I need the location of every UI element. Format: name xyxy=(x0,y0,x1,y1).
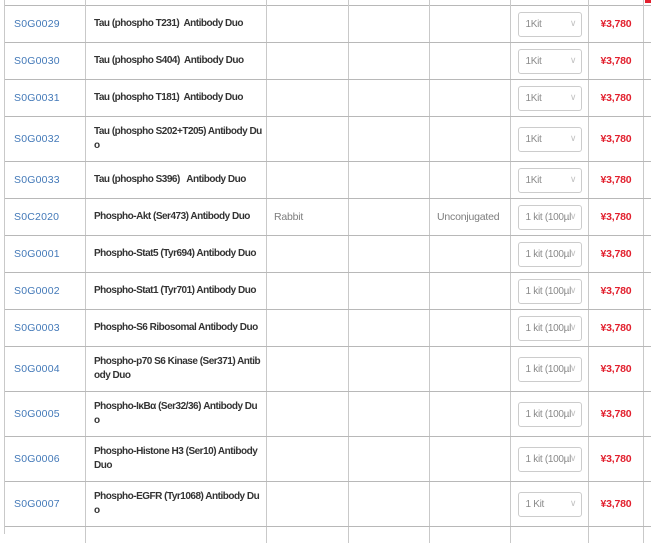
table-row xyxy=(5,6,651,43)
size-select-value: 1Kit xyxy=(525,18,542,30)
code-cell xyxy=(5,347,86,391)
price-cell xyxy=(589,162,644,198)
price-cell xyxy=(589,199,644,235)
chevron-down-icon: ∨ xyxy=(569,210,577,221)
size-cell xyxy=(511,482,589,526)
product-name: Tau (phospho S396) Antibody Duo xyxy=(94,174,246,185)
host-cell xyxy=(267,347,349,391)
price-cell xyxy=(589,273,644,309)
product-code-link[interactable]: S0G0003 xyxy=(14,322,60,334)
reactivity-cell xyxy=(349,43,430,79)
conjugate-cell xyxy=(430,347,511,391)
size-select[interactable] xyxy=(518,242,582,267)
clipped-column-cell xyxy=(644,117,651,161)
price: ¥3,780 xyxy=(600,363,632,375)
table-row xyxy=(5,437,651,482)
product-name: Phospho-Stat1 (Tyr701) Antibody Duo xyxy=(94,285,256,296)
table-row xyxy=(5,162,651,199)
size-select-value: 1 kit (100µl xyxy=(525,363,572,375)
name-cell xyxy=(86,273,267,309)
conjugate-cell xyxy=(430,6,511,42)
host-cell xyxy=(267,199,349,235)
clipped-column-cell xyxy=(644,392,651,436)
size-select[interactable] xyxy=(518,492,582,517)
price-cell xyxy=(589,236,644,272)
table-row xyxy=(5,392,651,437)
table-row xyxy=(5,117,651,162)
product-name: Phospho-p70 S6 Kinase (Ser371) Antibody Duo xyxy=(94,356,261,381)
size-cell xyxy=(511,236,589,272)
host-cell xyxy=(267,6,349,42)
product-name: Tau (phospho S202+T205) Antibody Duo xyxy=(94,126,262,151)
chevron-down-icon: ∨ xyxy=(569,321,577,332)
conjugate-cell xyxy=(430,236,511,272)
host-cell xyxy=(267,117,349,161)
clipped-column-cell xyxy=(644,43,651,79)
table-row xyxy=(5,199,651,236)
price-cell xyxy=(589,482,644,526)
code-cell xyxy=(5,117,86,161)
product-code-link[interactable]: S0G0006 xyxy=(14,453,60,465)
table-body xyxy=(5,6,651,527)
size-cell xyxy=(511,117,589,161)
product-name: Phospho-Histone H3 (Ser10) Antibody Duo xyxy=(94,446,260,471)
host-cell xyxy=(267,527,349,543)
price: ¥3,780 xyxy=(600,498,632,510)
host-cell xyxy=(267,273,349,309)
size-cell xyxy=(511,347,589,391)
host-cell xyxy=(267,392,349,436)
table-row-partial-bottom xyxy=(5,527,651,534)
reactivity-cell xyxy=(349,347,430,391)
name-cell xyxy=(86,117,267,161)
price-cell xyxy=(589,43,644,79)
conjugate-cell xyxy=(430,80,511,116)
name-cell xyxy=(86,43,267,79)
table-row xyxy=(5,273,651,310)
code-cell xyxy=(5,236,86,272)
size-cell xyxy=(511,162,589,198)
clipped-column-cell xyxy=(644,236,651,272)
table-row xyxy=(5,43,651,80)
code-cell xyxy=(5,437,86,481)
price: ¥3,780 xyxy=(600,285,632,297)
size-select[interactable] xyxy=(518,279,582,304)
product-code-link[interactable]: S0C2020 xyxy=(14,211,60,223)
price-cell xyxy=(589,437,644,481)
code-cell xyxy=(5,199,86,235)
size-cell xyxy=(511,310,589,346)
price: ¥3,780 xyxy=(600,18,632,30)
clipped-column-cell xyxy=(644,347,651,391)
name-cell xyxy=(86,310,267,346)
conjugate-value: Unconjugated xyxy=(437,211,500,223)
reactivity-cell xyxy=(349,117,430,161)
conjugate-cell xyxy=(430,117,511,161)
size-select[interactable] xyxy=(518,86,582,111)
size-select-value: 1 kit (100µl xyxy=(525,322,572,334)
size-select[interactable] xyxy=(518,205,582,230)
clipped-column-cell xyxy=(644,437,651,481)
reactivity-cell xyxy=(349,162,430,198)
product-name: Phospho-S6 Ribosomal Antibody Duo xyxy=(94,322,258,333)
size-select-value: 1Kit xyxy=(525,174,542,186)
reactivity-cell xyxy=(349,236,430,272)
chevron-down-icon: ∨ xyxy=(569,452,577,463)
code-cell xyxy=(5,6,86,42)
product-code-link[interactable]: S0G0007 xyxy=(14,498,60,510)
size-cell xyxy=(511,43,589,79)
table-row xyxy=(5,310,651,347)
table-row xyxy=(5,236,651,273)
price: ¥3,780 xyxy=(600,408,632,420)
host-cell xyxy=(267,80,349,116)
product-code-link[interactable]: S0G0002 xyxy=(14,285,60,297)
name-cell xyxy=(86,6,267,42)
reactivity-cell xyxy=(349,80,430,116)
table-row xyxy=(5,482,651,527)
conjugate-cell xyxy=(430,273,511,309)
name-cell xyxy=(86,80,267,116)
price: ¥3,780 xyxy=(600,92,632,104)
host-cell xyxy=(267,43,349,79)
chevron-down-icon: ∨ xyxy=(569,17,577,28)
host-cell xyxy=(267,236,349,272)
reactivity-cell xyxy=(349,392,430,436)
size-select[interactable] xyxy=(518,127,582,152)
size-select-value: 1 kit (100µl xyxy=(525,453,572,465)
price: ¥3,780 xyxy=(600,211,632,223)
clipped-column-cell xyxy=(644,199,651,235)
size-cell xyxy=(511,273,589,309)
clipped-column-cell xyxy=(644,80,651,116)
name-cell xyxy=(86,482,267,526)
code-cell xyxy=(5,392,86,436)
product-name: Phospho-Stat5 (Tyr694) Antibody Duo xyxy=(94,248,256,259)
code-cell xyxy=(5,80,86,116)
product-name: Phospho-Akt (Ser473) Antibody Duo xyxy=(94,211,250,222)
product-code-link[interactable]: S0G0033 xyxy=(14,174,60,186)
size-select[interactable] xyxy=(518,316,582,341)
code-cell xyxy=(5,162,86,198)
clipped-red-element xyxy=(645,0,651,3)
size-cell xyxy=(511,6,589,42)
price: ¥3,780 xyxy=(600,55,632,67)
table-row xyxy=(5,347,651,392)
host-cell xyxy=(267,162,349,198)
product-name: Tau (phospho T231) Antibody Duo xyxy=(94,18,243,29)
name-cell xyxy=(86,392,267,436)
price-cell xyxy=(589,347,644,391)
host-value: Rabbit xyxy=(274,211,304,223)
size-select-value: 1 kit (100µl xyxy=(525,248,572,260)
price-cell xyxy=(589,392,644,436)
conjugate-cell xyxy=(430,310,511,346)
reactivity-cell xyxy=(349,437,430,481)
product-code-link[interactable]: S0G0029 xyxy=(14,18,60,30)
reactivity-cell xyxy=(349,527,430,543)
host-cell xyxy=(267,482,349,526)
reactivity-cell xyxy=(349,482,430,526)
chevron-down-icon: ∨ xyxy=(569,91,577,102)
size-select-value: 1Kit xyxy=(525,55,542,67)
clipped-column-cell xyxy=(644,527,651,543)
conjugate-cell xyxy=(430,392,511,436)
code-cell xyxy=(5,43,86,79)
conjugate-cell xyxy=(430,437,511,481)
reactivity-cell xyxy=(349,273,430,309)
price-cell xyxy=(589,117,644,161)
chevron-down-icon: ∨ xyxy=(569,407,577,418)
clipped-column-cell xyxy=(644,310,651,346)
size-select[interactable] xyxy=(518,168,582,193)
name-cell xyxy=(86,437,267,481)
size-cell xyxy=(511,80,589,116)
product-name: Phospho-IκBα (Ser32/36) Antibody Duo xyxy=(94,401,258,426)
conjugate-cell xyxy=(430,527,511,543)
clipped-column-cell xyxy=(644,6,651,42)
size-cell xyxy=(511,199,589,235)
code-cell xyxy=(5,310,86,346)
chevron-down-icon: ∨ xyxy=(569,54,577,65)
chevron-down-icon: ∨ xyxy=(569,247,577,258)
price-cell xyxy=(589,527,644,543)
size-select[interactable] xyxy=(518,447,582,472)
product-code-link[interactable]: S0G0001 xyxy=(14,248,60,260)
price-cell xyxy=(589,310,644,346)
name-cell xyxy=(86,527,267,543)
chevron-down-icon: ∨ xyxy=(569,362,577,373)
code-cell xyxy=(5,527,86,543)
size-cell xyxy=(511,392,589,436)
product-code-link[interactable]: S0G0031 xyxy=(14,92,60,104)
conjugate-cell xyxy=(430,162,511,198)
name-cell xyxy=(86,162,267,198)
size-select[interactable] xyxy=(518,402,582,427)
price: ¥3,780 xyxy=(600,322,632,334)
conjugate-cell xyxy=(430,482,511,526)
name-cell xyxy=(86,347,267,391)
size-select-value: 1 Kit xyxy=(525,498,545,510)
chevron-down-icon: ∨ xyxy=(569,132,577,143)
size-select-value: 1Kit xyxy=(525,133,542,145)
size-select-value: 1 kit (100µl xyxy=(525,408,572,420)
price-cell xyxy=(589,80,644,116)
price-cell xyxy=(589,6,644,42)
product-table xyxy=(4,0,651,534)
size-select[interactable] xyxy=(518,49,582,74)
price: ¥3,780 xyxy=(600,133,632,145)
size-select[interactable] xyxy=(518,12,582,37)
reactivity-cell xyxy=(349,310,430,346)
size-select[interactable] xyxy=(518,357,582,382)
price: ¥3,780 xyxy=(600,248,632,260)
host-cell xyxy=(267,437,349,481)
code-cell xyxy=(5,482,86,526)
size-select-value: 1 kit (100µl xyxy=(525,211,572,223)
chevron-down-icon: ∨ xyxy=(569,284,577,295)
size-select-value: 1Kit xyxy=(525,92,542,104)
product-name: Tau (phospho T181) Antibody Duo xyxy=(94,92,243,103)
size-cell xyxy=(511,527,589,543)
reactivity-cell xyxy=(349,199,430,235)
reactivity-cell xyxy=(349,6,430,42)
product-code-link[interactable]: S0G0032 xyxy=(14,133,60,145)
product-code-link[interactable]: S0G0005 xyxy=(14,408,60,420)
size-cell xyxy=(511,437,589,481)
clipped-column-cell xyxy=(644,482,651,526)
conjugate-cell xyxy=(430,43,511,79)
name-cell xyxy=(86,199,267,235)
clipped-column-cell xyxy=(644,162,651,198)
chevron-down-icon: ∨ xyxy=(569,497,577,508)
product-name: Phospho-EGFR (Tyr1068) Antibody Duo xyxy=(94,491,260,516)
price: ¥3,780 xyxy=(600,453,632,465)
table-row xyxy=(5,80,651,117)
price: ¥3,780 xyxy=(600,174,632,186)
host-cell xyxy=(267,310,349,346)
size-select-value: 1 kit (100µl xyxy=(525,285,572,297)
clipped-column-cell xyxy=(644,273,651,309)
chevron-down-icon: ∨ xyxy=(569,173,577,184)
code-cell xyxy=(5,273,86,309)
product-name: Tau (phospho S404) Antibody Duo xyxy=(94,55,244,66)
name-cell xyxy=(86,236,267,272)
product-code-link[interactable]: S0G0004 xyxy=(14,363,60,375)
product-code-link[interactable]: S0G0030 xyxy=(14,55,60,67)
conjugate-cell xyxy=(430,199,511,235)
